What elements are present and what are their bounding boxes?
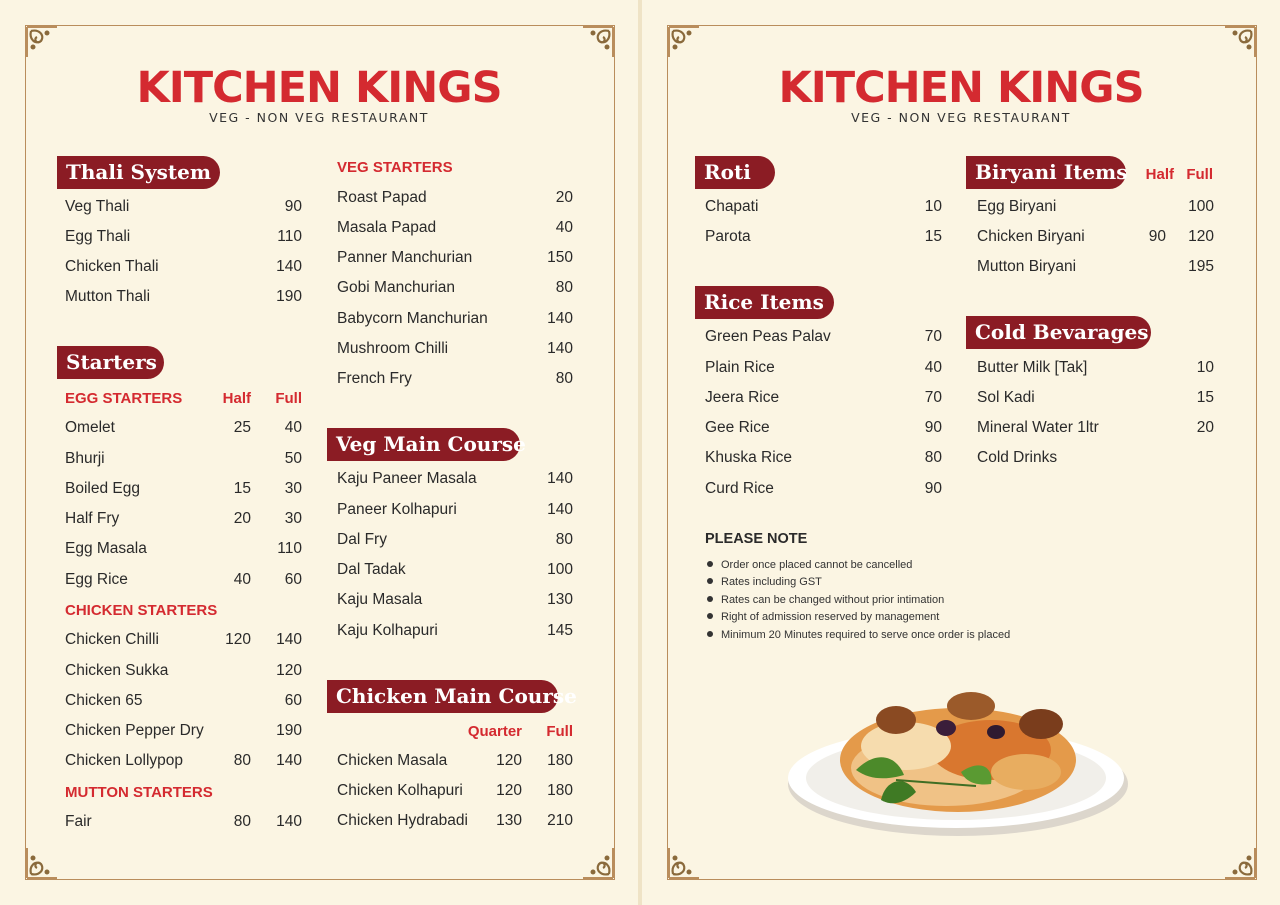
menu-item: Egg Thali 110 (65, 228, 302, 245)
menu-item: Jeera Rice 70 (705, 389, 942, 406)
section-title-cold-beverages: Cold Bevarages (966, 316, 1151, 349)
menu-item: Chicken Masala 120 180 (337, 752, 573, 769)
menu-item: Kaju Kolhapuri 145 (337, 622, 573, 639)
menu-item: Veg Thali 90 (65, 198, 302, 215)
restaurant-brand (0, 64, 638, 125)
menu-item: Chicken Lollypop 80 140 (65, 752, 302, 769)
column-header-half: Half (1145, 166, 1174, 183)
section-title-chicken-main-course: Chicken Main Course (327, 680, 558, 713)
menu-item: Chicken Pepper Dry 190 (65, 722, 302, 739)
corner-ornament-icon (581, 25, 615, 59)
subsection-egg-starters: EGG STARTERS (65, 390, 183, 407)
menu-item: Chicken Biryani 90 120 (977, 228, 1214, 245)
menu-item: Gobi Manchurian 80 (337, 279, 573, 296)
menu-item: Babycorn Manchurian 140 (337, 310, 573, 327)
menu-item: Chicken Thali 140 (65, 258, 302, 275)
menu-item: Gee Rice 90 (705, 419, 942, 436)
restaurant-brand (642, 64, 1280, 125)
note-item: Right of admission reserved by management (707, 609, 939, 626)
corner-ornament-icon (667, 846, 701, 880)
menu-item: Panner Manchurian 150 (337, 249, 573, 266)
menu-item: Chicken Kolhapuri 120 180 (337, 782, 573, 799)
note-item: Rates can be changed without prior intimation (707, 592, 944, 609)
menu-item: Paneer Kolhapuri 140 (337, 501, 573, 518)
section-title-veg-main-course: Veg Main Course (327, 428, 520, 461)
menu-item: Roast Papad 20 (337, 189, 573, 206)
section-title-rice-items: Rice Items (695, 286, 834, 319)
menu-item: Bhurji 50 (65, 450, 302, 467)
menu-item: Dal Tadak 100 (337, 561, 573, 578)
section-title-thali: Thali System (57, 156, 220, 189)
menu-item: Mineral Water 1ltr 20 (977, 419, 1214, 436)
menu-item: Kaju Paneer Masala 140 (337, 470, 573, 487)
menu-item: Chicken Sukka 120 (65, 662, 302, 679)
menu-item: Plain Rice 40 (705, 359, 942, 376)
menu-item: Cold Drinks (977, 449, 1058, 466)
corner-ornament-icon (667, 25, 701, 59)
menu-item: Fair 80 140 (65, 813, 302, 830)
menu-item: Khuska Rice 80 (705, 449, 942, 466)
subsection-chicken-starters: CHICKEN STARTERS (65, 602, 218, 619)
subsection-mutton-starters: MUTTON STARTERS (65, 784, 213, 801)
corner-ornament-icon (25, 846, 59, 880)
menu-item: Mutton Thali 190 (65, 288, 302, 305)
menu-item: Chicken Hydrabadi 130 210 (337, 812, 573, 829)
section-title-roti: Roti (695, 156, 775, 189)
menu-item: Curd Rice 90 (705, 480, 942, 497)
menu-item: Dal Fry 80 (337, 531, 573, 548)
menu-item: Green Peas Palav 70 (705, 328, 942, 345)
menu-item: Parota 15 (705, 228, 942, 245)
menu-item: Egg Rice 40 60 (65, 571, 302, 588)
menu-item: Egg Masala 110 (65, 540, 302, 557)
menu-item: Kaju Masala 130 (337, 591, 573, 608)
menu-item: Mushroom Chilli 140 (337, 340, 573, 357)
section-title-biryani-items: Biryani Items (966, 156, 1126, 189)
column-header-quarter: Quarter (467, 723, 522, 740)
corner-ornament-icon (25, 25, 59, 59)
restaurant-tagline: VEG - NON VEG RESTAURANT (209, 110, 429, 125)
biryani-plate-image (786, 680, 1136, 850)
column-header-full: Full (1186, 166, 1213, 183)
menu-item: Masala Papad 40 (337, 219, 573, 236)
subsection-veg-starters: VEG STARTERS (337, 159, 453, 176)
note-item: Minimum 20 Minutes required to serve once order is placed (707, 627, 1010, 644)
menu-item: Butter Milk [Tak] 10 (977, 359, 1214, 376)
menu-item: Half Fry 20 30 (65, 510, 302, 527)
column-header-full: Full (275, 390, 302, 407)
menu-item: Chicken 65 60 (65, 692, 302, 709)
corner-ornament-icon (581, 846, 615, 880)
restaurant-name: KITCHEN KINGS (136, 63, 502, 113)
restaurant-name: KITCHEN KINGS (778, 63, 1144, 113)
corner-ornament-icon (1223, 846, 1257, 880)
section-title-starters: Starters (57, 346, 164, 379)
notes-title: PLEASE NOTE (705, 531, 808, 547)
menu-item: Chicken Chilli 120 140 (65, 631, 302, 648)
restaurant-tagline: VEG - NON VEG RESTAURANT (851, 110, 1071, 125)
menu-item: Boiled Egg 15 30 (65, 480, 302, 497)
menu-item: Chapati 10 (705, 198, 942, 215)
menu-item: Sol Kadi 15 (977, 389, 1214, 406)
menu-item: French Fry 80 (337, 370, 573, 387)
column-header-half: Half (222, 390, 251, 407)
menu-item: Egg Biryani 100 (977, 198, 1214, 215)
menu-page-left (0, 0, 638, 905)
menu-item: Omelet 25 40 (65, 419, 302, 436)
menu-item: Mutton Biryani 195 (977, 258, 1214, 275)
column-header-full: Full (546, 723, 573, 740)
note-item: Order once placed cannot be cancelled (707, 557, 912, 574)
corner-ornament-icon (1223, 25, 1257, 59)
note-item: Rates including GST (707, 574, 822, 591)
